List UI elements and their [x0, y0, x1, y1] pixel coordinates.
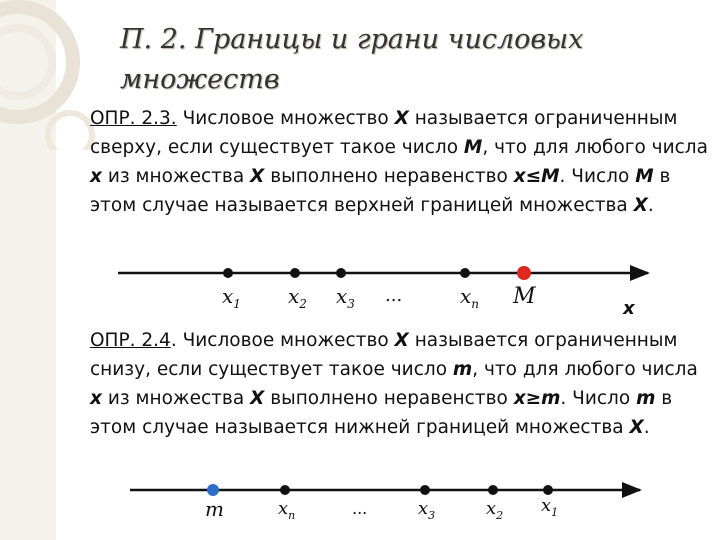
- number-line-upper: [110, 258, 670, 318]
- point-x1: [543, 485, 553, 495]
- svg-text:x2: [486, 498, 503, 522]
- set-symbol: X: [633, 195, 648, 216]
- point-x3: [420, 485, 430, 495]
- definition-label: ОПР. 2.3.: [90, 108, 177, 129]
- element-symbol: x: [90, 388, 102, 409]
- axis-arrow: [630, 265, 650, 281]
- definition-label: ОПР. 2.4: [90, 330, 171, 351]
- definition-text: в этом случае называется нижней границей множества: [90, 388, 673, 438]
- set-symbol: X: [250, 388, 265, 409]
- point-upper-bound-M: [517, 266, 531, 280]
- set-symbol: X: [250, 166, 265, 187]
- definition-text: называется ограниченным сверху, если существует такое число: [90, 108, 678, 158]
- definition-text: выполнено неравенство: [264, 388, 514, 409]
- point-lower-bound-m: [207, 484, 219, 496]
- svg-text:xn: [278, 498, 295, 522]
- element-symbol: x: [90, 166, 102, 187]
- point-x1: [223, 268, 233, 278]
- label-subscript: 3: [347, 297, 355, 311]
- bound-symbol: m: [452, 359, 473, 380]
- label-subscript: 3: [428, 509, 436, 522]
- axis-arrow: [622, 482, 642, 498]
- label-x: x: [336, 284, 348, 308]
- bound-symbol: M: [463, 137, 483, 158]
- definition-text: . Число: [559, 166, 636, 187]
- label-x: x: [278, 498, 289, 519]
- definition-text: . Числовое множество: [170, 330, 395, 351]
- axis-label-x: x: [623, 298, 635, 318]
- svg-text:x3: [418, 498, 435, 522]
- point-xn: [460, 268, 470, 278]
- point-xn: [280, 485, 290, 495]
- number-line-lower: [120, 478, 680, 538]
- set-symbol: X: [394, 108, 409, 129]
- label-subscript: 1: [551, 506, 559, 519]
- inequality: x≤M: [513, 166, 560, 187]
- page-title: П. 2. Границы и грани числовых множеств: [120, 24, 584, 95]
- definition-text: выполнено неравенство: [264, 166, 514, 187]
- svg-text:x1: [541, 495, 558, 519]
- label-x: x: [222, 284, 234, 308]
- definition-text: . Число: [560, 388, 637, 409]
- svg-text:x3: [336, 284, 355, 311]
- label-x: x: [288, 284, 300, 308]
- definition-text: в этом случае называется верхней границей множества: [90, 166, 671, 216]
- label-M: M: [513, 284, 536, 309]
- definition-text: из множества: [101, 388, 251, 409]
- label-x: x: [418, 498, 429, 519]
- svg-text:x1: [222, 284, 241, 311]
- definition-upper-bound: [90, 104, 710, 220]
- label-ellipsis: ...: [385, 285, 403, 306]
- definition-text: из множества: [101, 166, 251, 187]
- point-x2: [488, 485, 498, 495]
- label-x: x: [486, 498, 497, 519]
- definition-lower-bound: [90, 326, 710, 442]
- label-x: x: [460, 284, 472, 308]
- point-x2: [290, 268, 300, 278]
- svg-text:xn: [460, 284, 479, 311]
- svg-text:x2: [288, 284, 307, 311]
- definition-text: .: [647, 195, 654, 216]
- bound-symbol: m: [636, 388, 656, 409]
- label-ellipsis: ...: [352, 499, 368, 518]
- definition-text: , что для любого числа: [482, 137, 708, 158]
- inequality: x≥m: [513, 388, 561, 409]
- definition-text: .: [643, 417, 650, 438]
- label-subscript: 2: [496, 509, 504, 522]
- definition-text: , что для любого числа: [472, 359, 698, 380]
- label-x: x: [541, 495, 552, 516]
- definition-text: называется ограниченным снизу, если существует такое число: [90, 330, 678, 380]
- label-subscript: n: [471, 297, 480, 311]
- bound-symbol: M: [635, 166, 654, 187]
- definition-text: Числовое множество: [176, 108, 395, 129]
- point-x3: [336, 268, 346, 278]
- label-m: m: [205, 497, 224, 521]
- set-symbol: X: [394, 330, 409, 351]
- set-symbol: X: [629, 417, 644, 438]
- label-subscript: 2: [299, 297, 307, 311]
- label-subscript: 1: [233, 297, 241, 311]
- label-subscript: n: [288, 509, 296, 522]
